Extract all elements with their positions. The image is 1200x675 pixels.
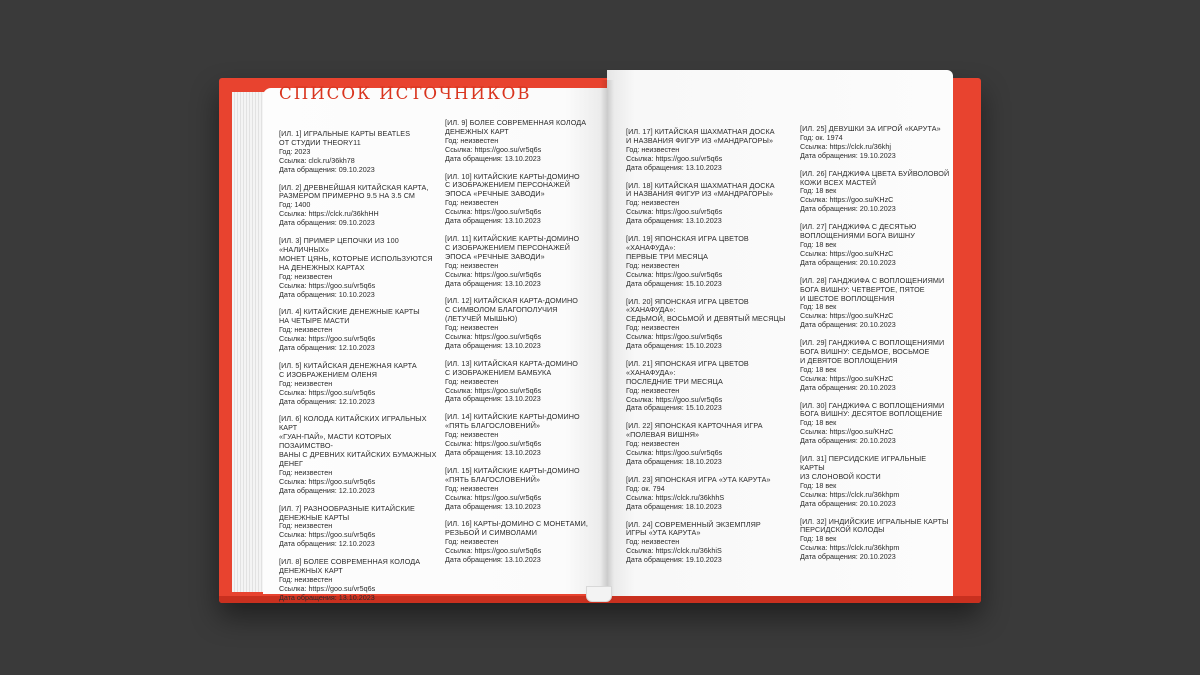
source-entry-title: ИГРЫ «УТА КАРУТА»	[626, 528, 701, 538]
source-entry-title: [ИЛ. 3] ПРИМЕР ЦЕПОЧКИ ИЗ 100 «НАЛИЧНЫХ»	[279, 236, 399, 254]
source-entry-detail: Ссылка: https://goo.su/KHzC	[800, 427, 894, 437]
source-entry-title: ДЕНЕЖНЫХ КАРТ	[279, 566, 343, 576]
source-entry-detail: Год: ок. 1974	[800, 132, 843, 142]
source-entry-detail: Ссылка: https://goo.su/vr5q6s	[626, 153, 723, 163]
source-entry	[626, 521, 786, 566]
source-entry	[626, 476, 786, 512]
source-entry-detail: Ссылка: https://goo.su/vr5q6s	[279, 334, 376, 344]
source-entry	[279, 558, 439, 603]
source-entry	[800, 125, 950, 161]
source-entry-detail: Дата обращения: 20.10.2023	[800, 382, 896, 392]
source-entry	[279, 184, 439, 229]
source-entry-title: [ИЛ. 23] ЯПОНСКАЯ ИГРА «УТА КАРУТА»	[626, 474, 771, 484]
source-entry-title: (ЛЕТУЧЕЙ МЫШЬЮ)	[445, 314, 518, 324]
source-entry-title: [ИЛ. 32] ИНДИЙСКИЕ ИГРАЛЬНЫЕ КАРТЫ	[800, 516, 949, 526]
source-entry-detail: Год: 18 век	[800, 534, 837, 544]
source-entry-detail: Ссылка: https://goo.su/vr5q6s	[279, 583, 376, 593]
source-entry-title: «ПЯТЬ БЛАГОСЛОВЕНИЙ»	[445, 474, 541, 484]
source-entry-detail: Дата обращения: 13.10.2023	[445, 501, 541, 511]
source-entry-detail: Ссылка: https://clck.ru/36khhS	[626, 492, 725, 502]
source-entry-title: [ИЛ. 2] ДРЕВНЕЙШАЯ КИТАЙСКАЯ КАРТА,	[279, 182, 429, 192]
source-entry-detail: Год: неизвестен	[626, 260, 680, 270]
source-entry-title: ПЕРВЫЕ ТРИ МЕСЯЦА	[626, 251, 709, 261]
source-entry-detail: Дата обращения: 13.10.2023	[445, 340, 541, 350]
source-entry-detail: Ссылка: https://clck.ru/36khpm	[800, 489, 900, 499]
source-entry-title: [ИЛ. 21] ЯПОНСКАЯ ИГРА ЦВЕТОВ «ХАНАФУДА»:	[626, 358, 749, 377]
source-entry-detail: Ссылка: https://goo.su/KHzC	[800, 373, 894, 383]
source-entry-detail: Дата обращения: 09.10.2023	[279, 164, 375, 174]
source-entry-detail: Дата обращения: 15.10.2023	[626, 341, 722, 351]
source-entry-title: И НАЗВАНИЯ ФИГУР ИЗ «МАНДРАГОРЫ»	[626, 189, 774, 199]
source-entry-title: [ИЛ. 13] КИТАЙСКАЯ КАРТА-ДОМИНО	[445, 358, 578, 368]
source-entry-title: ПОСЛЕДНИЕ ТРИ МЕСЯЦА	[626, 376, 723, 386]
source-entry	[626, 360, 786, 413]
source-entry-detail: Ссылка: https://goo.su/vr5q6s	[445, 269, 542, 279]
source-entry-title: С ИЗОБРАЖЕНИЕМ ПЕРСОНАЖЕЙ	[445, 242, 570, 252]
source-entry-title: [ИЛ. 4] КИТАЙСКИЕ ДЕНЕЖНЫЕ КАРТЫ	[279, 307, 420, 317]
source-entry-detail: Год: неизвестен	[445, 323, 499, 333]
source-entry-title: С ИЗОБРАЖЕНИЕМ ОЛЕНЯ	[279, 369, 377, 379]
source-entry-detail: Дата обращения: 15.10.2023	[626, 278, 722, 288]
source-entry-title: СЕДЬМОЙ, ВОСЬМОЙ И ДЕВЯТЫЙ МЕСЯЦЫ	[626, 314, 786, 324]
source-entry-title: [ИЛ. 18] КИТАЙСКАЯ ШАХМАТНАЯ ДОСКА	[626, 180, 775, 190]
source-entry-detail: Год: неизвестен	[445, 483, 499, 493]
source-entry-detail: Ссылка: https://goo.su/vr5q6s	[626, 207, 723, 217]
source-entry-detail: Ссылка: https://goo.su/vr5q6s	[626, 394, 723, 404]
source-entry	[279, 362, 439, 407]
source-entry	[626, 422, 786, 467]
source-entry-detail: Дата обращения: 20.10.2023	[800, 498, 896, 508]
source-entry-detail: Дата обращения: 13.10.2023	[445, 394, 541, 404]
source-entry-title: НА ДЕНЕЖНЫХ КАРТАХ	[279, 262, 365, 272]
source-entry-detail: Год: неизвестен	[445, 430, 499, 440]
source-entry	[445, 235, 603, 288]
source-entry-detail: Ссылка: https://goo.su/vr5q6s	[279, 280, 376, 290]
source-entry-title: [ИЛ. 29] ГАНДЖИФА С ВОПЛОЩЕНИЯМИ	[800, 338, 945, 348]
source-entry-detail: Дата обращения: 19.10.2023	[800, 150, 896, 160]
source-entry	[445, 467, 603, 512]
source-entry-detail: Ссылка: https://goo.su/vr5q6s	[445, 385, 542, 395]
source-entry-title: КОЖИ ВСЕХ МАСТЕЙ	[800, 177, 877, 187]
source-entry-detail: Дата обращения: 18.10.2023	[626, 501, 722, 511]
page-title: СПИСОК ИСТОЧНИКОВ	[279, 84, 532, 104]
source-entry-title: [ИЛ. 16] КАРТЫ-ДОМИНО С МОНЕТАМИ,	[445, 519, 588, 529]
source-entry-title: РАЗМЕРОМ ПРИМЕРНО 9.5 НА 3.5 СМ	[279, 191, 415, 201]
source-entry-detail: Ссылка: https://goo.su/vr5q6s	[445, 546, 542, 556]
source-entry	[279, 237, 439, 299]
source-entry-detail: Год: неизвестен	[279, 467, 333, 477]
source-entry-detail: Дата обращения: 13.10.2023	[626, 216, 722, 226]
source-entry-title: [ИЛ. 11] КИТАЙСКИЕ КАРТЫ-ДОМИНО	[445, 233, 580, 243]
source-entry-detail: Ссылка: https://goo.su/vr5q6s	[626, 269, 723, 279]
source-entry-title: [ИЛ. 31] ПЕРСИДСКИЕ ИГРАЛЬНЫЕ КАРТЫ	[800, 454, 927, 472]
source-entry-title: ОТ СТУДИИ THEORY11	[279, 137, 361, 147]
source-entry-detail: Дата обращения: 15.10.2023	[626, 403, 722, 413]
source-entry	[626, 182, 786, 227]
source-entry-detail: Дата обращения: 12.10.2023	[279, 343, 375, 353]
source-entry-title: «ГУАН-ПАЙ», МАСТИ КОТОРЫХ ПОЗАИМСТВО-	[279, 432, 392, 451]
source-entry-detail: Год: 18 век	[800, 186, 837, 196]
source-entry-detail: Ссылка: https://goo.su/vr5q6s	[445, 439, 542, 449]
source-entry-detail: Дата обращения: 18.10.2023	[626, 457, 722, 466]
source-entry-title: ДЕНЕЖНЫХ КАРТ	[445, 126, 509, 136]
source-entry-detail: Дата обращения: 13.10.2023	[279, 592, 375, 602]
sources-column-1	[279, 130, 439, 612]
sources-column-2	[445, 119, 603, 574]
source-entry	[445, 360, 603, 405]
source-entry-title: [ИЛ. 6] КОЛОДА КИТАЙСКИХ ИГРАЛЬНЫХ КАРТ	[279, 414, 427, 433]
source-entry-title: И ДЕВЯТОЕ ВОПЛОЩЕНИЯ	[800, 355, 898, 365]
source-entry-detail: Ссылка: https://goo.su/vr5q6s	[445, 144, 542, 154]
source-entry-detail: Год: неизвестен	[626, 198, 680, 208]
source-entry-title: БОГА ВИШНУ: ЧЕТВЕРТОЕ, ПЯТОЕ	[800, 284, 925, 294]
source-entry-detail: Год: неизвестен	[445, 198, 499, 208]
source-entry-title: [ИЛ. 24] СОВРЕМЕННЫЙ ЭКЗЕМПЛЯР	[626, 519, 761, 529]
source-entry-title: [ИЛ. 26] ГАНДЖИФА ЦВЕТА БУЙВОЛОВОЙ	[800, 168, 950, 178]
source-entry-title: [ИЛ. 10] КИТАЙСКИЕ КАРТЫ-ДОМИНО	[445, 171, 580, 181]
source-entry-detail: Ссылка: https://clck.ru/36khHH	[279, 209, 379, 219]
source-entry-detail: Дата обращения: 13.10.2023	[626, 162, 722, 172]
source-entry-title: [ИЛ. 19] ЯПОНСКАЯ ИГРА ЦВЕТОВ «ХАНАФУДА»:	[626, 234, 749, 252]
source-entry-title: «ПЯТЬ БЛАГОСЛОВЕНИЙ»	[445, 421, 541, 431]
source-entry-detail: Дата обращения: 20.10.2023	[800, 320, 896, 330]
source-entry-detail: Дата обращения: 12.10.2023	[279, 396, 375, 406]
source-entry-detail: Год: неизвестен	[626, 439, 680, 449]
source-entry	[445, 520, 603, 565]
source-entry-title: НА ЧЕТЫРЕ МАСТИ	[279, 316, 350, 326]
spine-bottom	[586, 586, 612, 602]
source-entry	[800, 455, 950, 508]
source-entry-title: [ИЛ. 20] ЯПОНСКАЯ ИГРА ЦВЕТОВ «ХАНАФУДА»:	[626, 296, 749, 315]
source-entry-title: [ИЛ. 28] ГАНДЖИФА С ВОПЛОЩЕНИЯМИ	[800, 275, 945, 285]
source-entry-detail: Ссылка: https://goo.su/vr5q6s	[445, 207, 542, 217]
source-entry-detail: Год: неизвестен	[445, 135, 499, 145]
source-entry-detail: Год: неизвестен	[279, 378, 333, 388]
source-entry-detail: Ссылка: https://clck.ru/36khiS	[626, 546, 722, 556]
source-entry-title: [ИЛ. 9] БОЛЕЕ СОВРЕМЕННАЯ КОЛОДА	[445, 118, 587, 127]
source-entry-detail: Год: неизвестен	[445, 376, 499, 386]
source-entry-title: ПЕРСИДСКОЙ КОЛОДЫ	[800, 525, 885, 535]
source-entry-detail: Дата обращения: 10.10.2023	[279, 289, 375, 299]
source-entry-title: С ИЗОБРАЖЕНИЕМ ПЕРСОНАЖЕЙ	[445, 180, 570, 190]
source-entry-title: [ИЛ. 22] ЯПОНСКАЯ КАРТОЧНАЯ ИГРА	[626, 421, 763, 431]
source-entry	[800, 223, 950, 268]
source-entry	[445, 413, 603, 458]
source-entry-title: [ИЛ. 30] ГАНДЖИФА С ВОПЛОЩЕНИЯМИ	[800, 400, 945, 410]
source-entry-detail: Год: неизвестен	[626, 144, 680, 154]
source-entry	[800, 277, 950, 330]
source-entry-detail: Год: 1400	[279, 200, 311, 210]
source-entry-detail: Дата обращения: 20.10.2023	[800, 436, 896, 446]
source-entry-title: И ШЕСТОЕ ВОПЛОЩЕНИЯ	[800, 293, 895, 303]
source-entry-detail: Дата обращения: 20.10.2023	[800, 257, 896, 267]
source-entry-title: С ИЗОБРАЖЕНИЕМ БАМБУКА	[445, 367, 552, 377]
source-entry-title: [ИЛ. 27] ГАНДЖИФА С ДЕСЯТЬЮ	[800, 222, 917, 232]
source-entry-detail: Ссылка: https://goo.su/vr5q6s	[279, 530, 376, 540]
source-entry-detail: Дата обращения: 13.10.2023	[445, 216, 541, 226]
source-entry-detail: Год: неизвестен	[626, 385, 680, 395]
source-entry-title: С СИМВОЛОМ БЛАГОПОЛУЧИЯ	[445, 305, 558, 315]
source-entry-title: ИЗ СЛОНОВОЙ КОСТИ	[800, 471, 881, 481]
source-entry-detail: Год: 18 век	[800, 480, 837, 490]
source-entry-detail: Год: 2023	[279, 146, 311, 156]
source-entry-title: ВОПЛОЩЕНИЯМИ БОГА ВИШНУ	[800, 231, 915, 241]
source-entry	[279, 505, 439, 550]
source-entry-detail: Год: неизвестен	[626, 537, 680, 547]
source-entry-detail: Дата обращения: 20.10.2023	[800, 552, 896, 562]
source-entry-title: [ИЛ. 17] КИТАЙСКАЯ ШАХМАТНАЯ ДОСКА	[626, 127, 775, 136]
source-entry-detail: Ссылка: https://goo.su/KHzC	[800, 195, 894, 205]
source-entry-title: ВАНЫ С ДРЕВНИХ КИТАЙСКИХ БУМАЖНЫХ	[279, 450, 437, 460]
source-entry-detail: Год: неизвестен	[279, 574, 333, 584]
source-entry-detail: Дата обращения: 13.10.2023	[445, 555, 541, 565]
source-entry-detail: Ссылка: clck.ru/36kh78	[279, 155, 355, 165]
source-entry-detail: Ссылка: https://goo.su/vr5q6s	[279, 387, 376, 397]
source-entry-detail: Дата обращения: 20.10.2023	[800, 204, 896, 214]
source-entry-detail: Дата обращения: 12.10.2023	[279, 539, 375, 549]
source-entry-detail: Год: неизвестен	[279, 521, 333, 531]
source-entry-detail: Ссылка: https://goo.su/vr5q6s	[626, 448, 723, 458]
source-entry-detail: Ссылка: https://goo.su/KHzC	[800, 311, 894, 321]
source-entry-title: [ИЛ. 8] БОЛЕЕ СОВРЕМЕННАЯ КОЛОДА	[279, 557, 421, 567]
source-entry-detail: Год: неизвестен	[279, 271, 333, 281]
source-entry	[626, 235, 786, 288]
source-entry-detail: Год: 18 век	[800, 302, 837, 312]
source-entry-title: И НАЗВАНИЯ ФИГУР ИЗ «МАНДРАГОРЫ»	[626, 135, 774, 145]
source-entry	[279, 415, 439, 495]
source-entry-detail: Дата обращения: 09.10.2023	[279, 218, 375, 228]
source-entry-title: [ИЛ. 1] ИГРАЛЬНЫЕ КАРТЫ BEATLES	[279, 129, 411, 138]
source-entry-title: ДЕНЕЖНЫЕ КАРТЫ	[279, 512, 350, 522]
source-entry-title: ЭПОСА «РЕЧНЫЕ ЗАВОДИ»	[445, 251, 545, 261]
source-entry-title: ДЕНЕГ	[279, 459, 304, 468]
source-entry-detail: Дата обращения: 19.10.2023	[626, 555, 722, 565]
source-entry	[800, 518, 950, 563]
source-entry-detail: Дата обращения: 13.10.2023	[445, 153, 541, 163]
source-entry-title: МОНЕТ ЦЯНЬ, КОТОРЫЕ ИСПОЛЬЗУЮТСЯ	[279, 253, 433, 263]
source-entry-title: БОГА ВИШНУ: ДЕСЯТОЕ ВОПЛОЩЕНИЕ	[800, 409, 943, 419]
source-entry-detail: Ссылка: https://clck.ru/36khpm	[800, 543, 900, 553]
source-entry-detail: Дата обращения: 13.10.2023	[445, 448, 541, 457]
source-entry-detail: Ссылка: https://goo.su/vr5q6s	[445, 492, 542, 502]
source-entry-title: [ИЛ. 7] РАЗНООБРАЗНЫЕ КИТАЙСКИЕ	[279, 503, 415, 513]
source-entry-detail: Год: неизвестен	[445, 537, 499, 547]
source-entry-detail: Дата обращения: 13.10.2023	[445, 278, 541, 288]
source-entry-detail: Год: неизвестен	[626, 323, 680, 333]
source-entry	[445, 119, 603, 164]
source-entry	[800, 402, 950, 447]
sources-column-4	[800, 125, 950, 571]
source-entry-detail: Год: неизвестен	[445, 260, 499, 270]
source-entry-title: БОГА ВИШНУ: СЕДЬМОЕ, ВОСЬМОЕ	[800, 347, 930, 357]
source-entry-title: [ИЛ. 25] ДЕВУШКИ ЗА ИГРОЙ «КАРУТА»	[800, 124, 941, 133]
source-entry-detail: Ссылка: https://goo.su/vr5q6s	[279, 476, 376, 486]
source-entry-title: [ИЛ. 5] КИТАЙСКАЯ ДЕНЕЖНАЯ КАРТА	[279, 360, 417, 370]
source-entry	[626, 298, 786, 351]
source-entry-detail: Год: 18 век	[800, 239, 837, 249]
source-entry-title: [ИЛ. 14] КИТАЙСКИЕ КАРТЫ-ДОМИНО	[445, 412, 580, 422]
source-entry-detail: Год: 18 век	[800, 364, 837, 374]
source-entry	[800, 339, 950, 392]
source-entry-title: [ИЛ. 12] КИТАЙСКАЯ КАРТА-ДОМИНО	[445, 296, 578, 306]
source-entry-title: «ПОЛЕВАЯ ВИШНЯ»	[626, 430, 700, 440]
source-entry-detail: Год: неизвестен	[279, 325, 333, 335]
source-entry	[279, 130, 439, 175]
source-entry	[800, 170, 950, 215]
source-entry	[445, 297, 603, 350]
source-entry-title: ЭПОСА «РЕЧНЫЕ ЗАВОДИ»	[445, 189, 545, 199]
source-entry-title: [ИЛ. 15] КИТАЙСКИЕ КАРТЫ-ДОМИНО	[445, 465, 580, 475]
source-entry-title: РЕЗЬБОЙ И СИМВОЛАМИ	[445, 528, 538, 538]
source-entry	[626, 128, 786, 173]
source-entry-detail: Ссылка: https://goo.su/vr5q6s	[445, 332, 542, 342]
source-entry-detail: Дата обращения: 12.10.2023	[279, 485, 375, 495]
sources-column-3	[626, 128, 786, 574]
source-entry	[279, 308, 439, 353]
source-entry-detail: Год: ок. 794	[626, 483, 665, 493]
source-entry-detail: Ссылка: https://goo.su/vr5q6s	[626, 332, 723, 342]
source-entry-detail: Ссылка: https://goo.su/KHzC	[800, 248, 894, 258]
source-entry-detail: Год: 18 век	[800, 418, 837, 428]
source-entry-detail: Ссылка: https://clck.ru/36khj	[800, 141, 891, 151]
source-entry	[445, 173, 603, 226]
